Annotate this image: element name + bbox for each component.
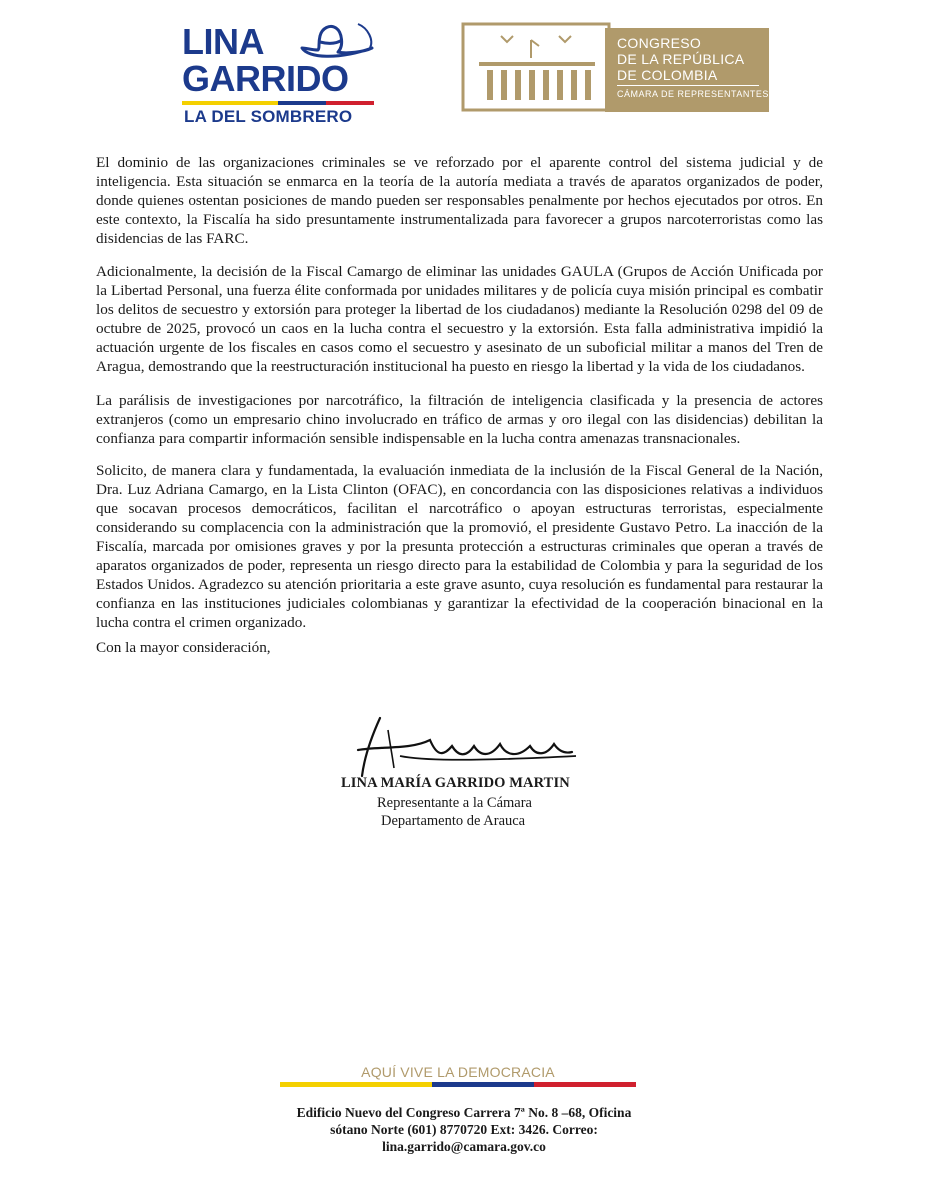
congreso-line-3: DE COLOMBIA (617, 67, 718, 83)
body-paragraph: Adicionalmente, la decisión de la Fiscal Camargo de eliminar las unidades GAULA (Grupos de Acción Unificada por la Libertad Personal, una fuerza élite conformada por unidades militares y de policía cuya misión principal es combatir los delitos de secuestro y extorsión para proteger la libertad de los ciudadanos) mediante la Resolución 0298 del 09 de octubre de 2025, provocó un caos en la lucha contra el secuestro y la extorsión. Esta falla administrativa impidió la actuación urgente de los fiscales en casos como el secuestro y asesinato de un suboficial militar a manos del Tren de Aragua, demostrando que la reestructuración institucional ha puesto en riesgo la libertad y la vida de los ciudadanos. (96, 263, 823, 375)
divider (617, 85, 759, 86)
congreso-logo (461, 22, 771, 112)
body-paragraph: La parálisis de investigaciones por narcotráfico, la filtración de inteligencia clasificada y la presencia de actores extranjeros (como un empresario chino involucrado en tráfico de armas y oro ilegal con las disidencias) debilitan la confianza para compartir información sensible indispensable en la lucha contra amenazas transnacionales. (96, 392, 823, 447)
footer-address (290, 1104, 638, 1155)
congreso-line-2: DE LA REPÚBLICA (617, 51, 745, 67)
logo-line-lina: LINA (182, 21, 264, 62)
footer-slogan: AQUÍ VIVE LA DEMOCRACIA (361, 1064, 555, 1080)
flag-stripe (182, 101, 374, 105)
signatory-department: Departamento de Arauca (381, 813, 526, 829)
sombrero-icon (298, 18, 380, 62)
contact-email: lina.garrido@camara.gov.co (382, 1139, 546, 1154)
congreso-line-1: CONGRESO (617, 35, 702, 51)
logo-tagline: LA DEL SOMBRERO (184, 107, 353, 126)
address-line: sótano Norte (601) 8770720 Ext: 3426. Correo: (330, 1122, 598, 1137)
logo-line-garrido: GARRIDO (182, 58, 349, 99)
lina-garrido-logo (182, 18, 382, 124)
footer-flag-stripe (280, 1082, 636, 1087)
body-paragraph: El dominio de las organizaciones criminales se ve reforzado por el aparente control del sistema judicial y de inteligencia. Esta situación se enmarca en la teoría de la autoría mediata a través de aparatos organizados de poder, donde quienes ostentan posiciones de mando pueden ser responsables penalmente por hechos ejecutados por otros. En este contexto, la Fiscalía ha sido presuntamente instrumentalizada para favorecer a grupos narcoterroristas como las disidencias de las FARC. (96, 154, 823, 247)
address-line: Edificio Nuevo del Congreso Carrera 7ª No. 8 –68, Oficina (296, 1105, 632, 1120)
capitolio-icon (461, 22, 611, 112)
body-paragraph: Solicito, de manera clara y fundamentada, la evaluación inmediata de la inclusión de la Fiscal General de la Nación, Dra. Luz Adriana Camargo, en la Lista Clinton (OFAC), en concordancia con las disposiciones relativas a individuos que socavan procesos democráticos, facilitan el narcotráfico o apoyan estructuras terroristas, especialmente considerando su complacencia con la administración que la promovió, el presidente Gustavo Petro. La inacción de la Fiscalía, marcada por omisiones graves y por la presunta protección a estructuras criminales que operan a través de aparatos organizados de poder, representa un riesgo directo para la estabilidad de Colombia y para la seguridad de los Estados Unidos. Agradezco su atención prioritaria a este grave asunto, cuya resolución es fundamental para restaurar la confianza en las instituciones judiciales colombianas y garantizar la efectividad de la cooperación binacional en la lucha contra el crimen organizado. (96, 462, 823, 631)
congreso-text-box (605, 28, 769, 112)
congreso-line-4: CÁMARA DE REPRESENTANTES (617, 89, 769, 99)
signatory-role: Representante a la Cámara (377, 795, 532, 811)
closing-line: Con la mayor consideración, (96, 639, 271, 656)
signatory-name: LINA MARÍA GARRIDO MARTIN (341, 775, 570, 791)
